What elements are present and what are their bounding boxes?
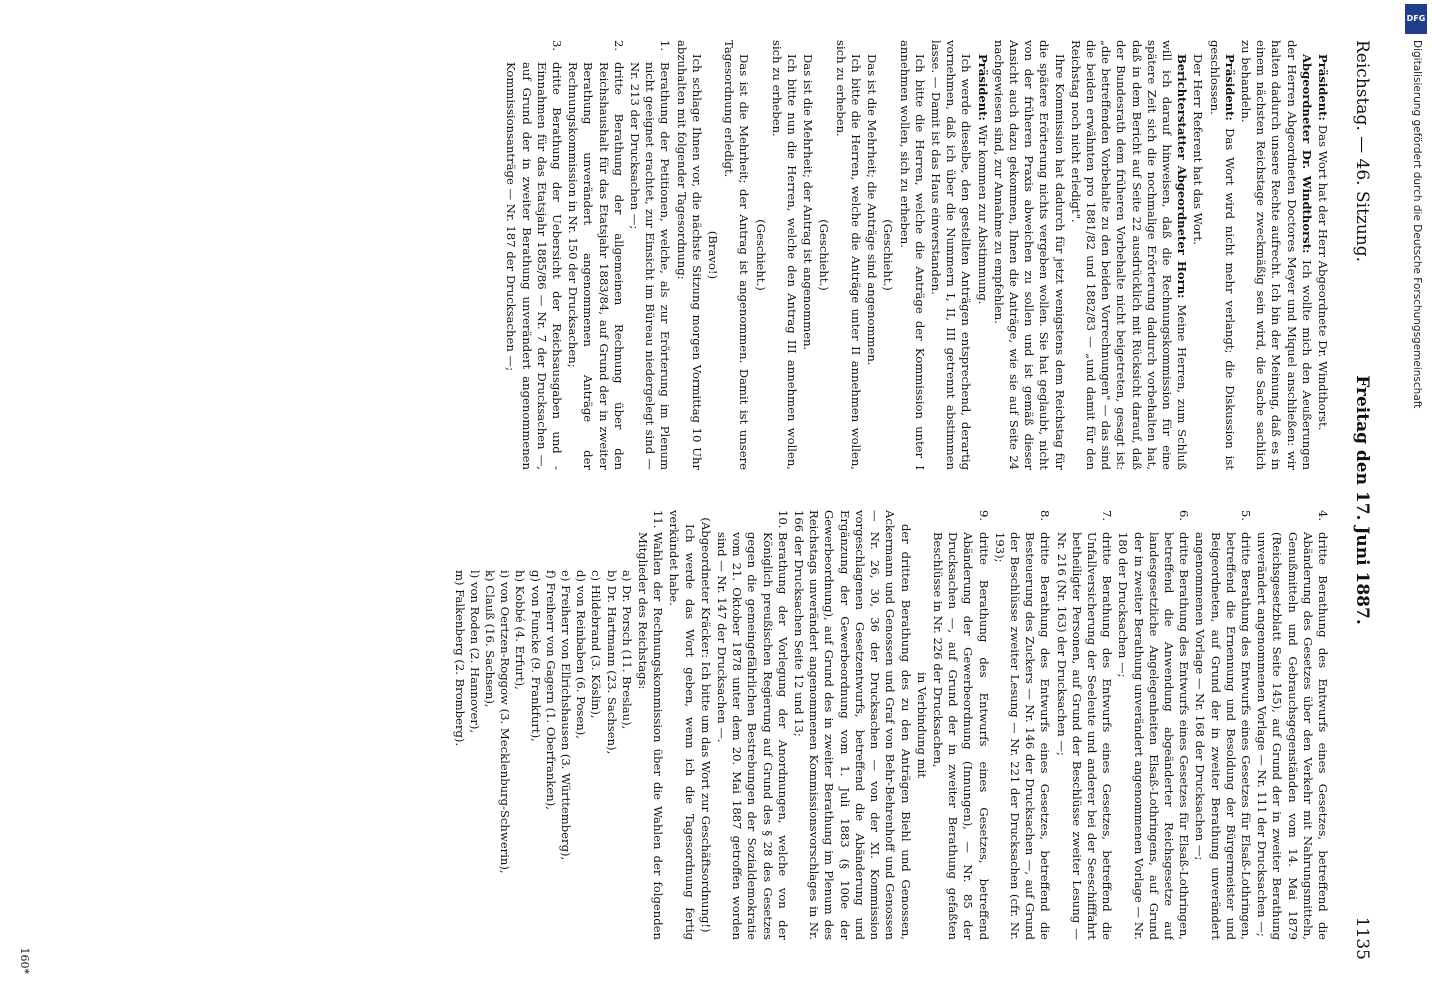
- speech-paragraph: Präsident: Wir kommen zur Abstimmung.: [975, 54, 990, 305]
- interjection: (Abgeordneter Kräcker: Ich bitte um das Wort zur Geschäftsordnung!): [698, 517, 713, 933]
- item-text: dritte Berathung des Entwurfs eines Gesetzes für Elsaß-Lothringen, betreffend die Ernennung und Besoldung der Bürgermeister und Beigeordneten, auf Grund der in zweiter Berathung unverändert angenommenen Vorlage — Nr. 168 der Drucksachen —;: [1193, 532, 1253, 940]
- item-text: dritte Berathung des Entwurfs eines Gesetzes, betreffend die Unfallversicherung der Seeleute und anderer bei der Seeschifffahrt betheiligter Personen, auf Grund der Beschlüsse zweiter Lesung — Nr. 216 (Nr. 163) der Drucksachen —;: [1054, 532, 1115, 940]
- agenda-item: [635, 510, 665, 940]
- speech-paragraph: Ich schlage Ihnen vor, die nächste Sitzung morgen Vormittag 10 Uhr abzuhalten mit folgender Tagesordnung:: [674, 40, 704, 470]
- item-text: Berathung der Vorlegung der Anordnungen, welche von der Königlich preußischen Regierung auf Grund des § 28 des Gesetzes gegen die gemeingefährlichen Bestrebungen der Sozialdemokratie vom 21. Oktober 1878 unter dem 20. Mai 1887 getroffen worden sind — Nr. 147 der Drucksachen —.: [715, 532, 790, 940]
- election-entry: i) von Oertzen-Roggow (3. Mecklenburg-Schwerin),: [498, 570, 513, 874]
- item-number: 7.: [1100, 510, 1115, 522]
- item-text: dritte Berathung des Entwurfs eines Gesetzes für Elsaß-Lothringen, betreffend die Anwendung abgeänderter Reichsgesetze auf landesgesetzliche Angelegenheiten Elsaß-Lothringens, auf Grund der in zweiter Berathung unverändert angenommenen Vorlage — Nr. 180 der Drucksachen —;: [1116, 532, 1192, 940]
- stage-direction: (Geschieht.): [753, 219, 768, 291]
- item-number: 1.: [658, 40, 673, 52]
- speech-paragraph: Ich bitte die Herren, welche die Anträge unter II annehmen wollen, sich zu erheben.: [833, 40, 863, 470]
- dfg-sidebar: [1402, 0, 1432, 1000]
- dfg-credit-text: Digitalisierung gefördert durch die Deutsche Forschungsgemeinschaft: [1411, 40, 1423, 409]
- item-text: Berathung der Petitionen, welche, als zur Erörterung im Plenum nicht geeignet erachtet, zur Einsicht im Büreau niedergelegt sind — Nr. 213 der Drucksachen —;: [628, 62, 673, 470]
- speech-paragraph: Das ist die Mehrheit; der Antrag ist angenommen. Damit ist unsere Tagesordnung erledigt.: [722, 40, 752, 470]
- page-number: 1135: [1352, 916, 1372, 960]
- agenda-item: [627, 40, 673, 470]
- speech-paragraph: Präsident: Das Wort wird nicht mehr verlangt; die Diskussion ist geschlossen.: [1207, 40, 1237, 470]
- election-entry: f) Freiherr von Gagern (1. Oberfranken),: [543, 570, 558, 810]
- agenda-item: [930, 510, 991, 940]
- item-number: 5.: [1238, 510, 1253, 522]
- election-entry: l) von Roden (2. Hannover),: [467, 570, 482, 734]
- election-list: [451, 570, 633, 940]
- election-entry: b) Dr. Hartmann (23. Sachsen),: [604, 570, 619, 755]
- speech-paragraph: Das ist die Mehrheit; der Antrag ist angenommen.: [801, 54, 816, 351]
- election-entry: k) Clauß (16. Sachsen),: [483, 570, 498, 708]
- header-date: Freitag den 17. Juni 1887.: [1352, 375, 1372, 625]
- agenda-item: [992, 510, 1053, 940]
- speaker-name: Präsident:: [1316, 54, 1330, 125]
- agenda-item: [714, 510, 790, 940]
- speech-paragraph: Ich bitte nun die Herren, welche den Antrag III annehmen wollen, sich zu erheben.: [769, 40, 800, 470]
- speech-paragraph: Ich werde das Wort geben, wenn ich die Tagesordnung fertig verkündet habe.: [667, 510, 697, 940]
- agenda-continuation: der dritten Berathung des zu den Anträgen Biehl und Genossen, Ackermann und Genossen und Graf von Behr-Behrenhoff und Genossen — Nr. 26, 30, 36 der Drucksachen — von der XI. Kommission vorgeschlagenen Gesetzentwurfs, betreffend die Abänderung und Ergänzung der Gewerbeordnung vom 1. Juli 1883 (§ 100e der Gewerbeordnung), auf Grund des in zweiter Berathung im Plenum des Reichstags unverändert angenommenen Kommissionsvorschlages in Nr. 166 der Drucksachen Seite 12 und 13;: [792, 510, 913, 940]
- speech-paragraph: Ich werde dieselbe, den gestellten Anträgen entsprechend, derartig vornehmen, daß ich über die Nummern I, II, III getrennt abstimmen lasse. — Damit ist das Haus einverstanden.: [928, 40, 974, 470]
- speech-paragraph: Berichterstatter Abgeordneter Horn: Meine Herren, zum Schluß will ich darauf hinweisen, daß die Rechnungskommission für eine spätere Zeit sich die nochmalige Erörterung dadurch vorbehalten hat, daß in dem Bericht auf Seite 22 ausdrücklich mit Rücksicht darauf, daß der Bundesrath dem früheren Vorbehalte nicht beigetreten, gesagt ist: „die betreffenden Vorbehalte zu den beiden Vorrechnungen" — das sind die beiden erwähnten pro 1881/82 und 1882/83 — „und damit für den Reichstag noch nicht erledigt".: [1068, 40, 1190, 470]
- agenda-item: [1115, 510, 1191, 940]
- item-number: 8.: [1038, 510, 1053, 522]
- speech-paragraph: Das ist die Mehrheit; die Anträge sind angenommen.: [865, 54, 880, 366]
- connector-text: in Verbindung mit: [914, 672, 929, 778]
- item-number: 3.: [550, 40, 565, 52]
- election-entry: c) Hildebrand (3. Köslin),: [589, 570, 604, 719]
- dfg-logo: DFG: [1405, 4, 1427, 34]
- page-header: [1336, 40, 1388, 960]
- item-number: 4.: [1316, 510, 1330, 522]
- page-footnote: 160*: [18, 947, 31, 974]
- item-number: 11.: [651, 510, 666, 529]
- election-entry: h) Kobbé (4. Erfurt),: [513, 570, 528, 690]
- speaker-name: Abgeordneter Dr. Windthorst:: [1299, 54, 1314, 261]
- speaker-name: Berichterstatter Abgeordneter Horn:: [1175, 54, 1190, 305]
- stage-direction: (Geschieht.): [817, 219, 832, 291]
- stage-direction: (Geschieht.): [881, 219, 896, 291]
- agenda-item: [503, 40, 564, 470]
- item-number: 10.: [775, 510, 790, 529]
- election-entry: e) Freiherr von Ellrichshausen (3. Württemberg),: [559, 570, 574, 861]
- agenda-item: [1192, 510, 1253, 940]
- speech-paragraph: Der Herr Referent hat das Wort.: [1191, 54, 1206, 245]
- header-left: Reichstag. — 46. Sitzung.: [1352, 40, 1372, 263]
- speaker-name: Präsident:: [975, 54, 990, 125]
- speech-paragraph: Abgeordneter Dr. Windthorst: Ich wollte mich den Aeußerungen der Herren Abgeordneten Doctores Meyer und Miquel anschließen: wir halten dadurch unsere Rechte aufrecht. Ich bin der Meinung, daß es in einem nächsten Reichstage zweckmäßig sein wird, die Sache sachlich zu behandeln.: [1238, 40, 1314, 470]
- speech-paragraph: Ihre Kommission hat dadurch für jetzt wenigstens dem Reichstag für die spätere Erörterung nichts vergeben wollen. Sie hat geglaubt, nicht von der früheren Praxis abweichen zu sollen und ist gemäß dieser Ansicht auch dazu gekommen, Ihnen die Anträge, wie sie auf Seite 24 nachgewiesen sind, zur Annahme zu empfehlen.: [991, 40, 1067, 470]
- election-entry: a) Dr. Porsch (11. Breslau),: [619, 570, 634, 730]
- item-text: dritte Berathung der Uebersicht der Reichsausgaben und -Einnahmen für das Etatsjahr 1885/86 — Nr. 7 der Drucksachen —, auf Grund der in zweiter Berathung unverändert angenommenen Kommissionsanträge — Nr. 187 der Drucksachen —;: [504, 62, 565, 470]
- item-text: dritte Berathung der allgemeinen Rechnung über den Reichshaushalt für das Etatsjahr 1883/84, auf Grund der in zweiter Berathung unverändert angenommenen Anträge der Rechnungskommission in Nr. 150 der Drucksachen;: [566, 62, 626, 470]
- speech-paragraph: Präsident: Das Wort hat der Herr Abgeordnete Dr. Windthorst.: [1316, 54, 1330, 431]
- agenda-item: [1053, 510, 1114, 940]
- election-entry: g) von Funcke (9. Frankfurt),: [528, 570, 543, 742]
- left-column: [10, 40, 1330, 470]
- item-text: dritte Berathung des Entwurfs eines Gesetzes, betreffend Abänderung der Gewerbeordnung (Innungen), — Nr. 85 der Drucksachen —, auf Grund der in zweiter Berathung gefaßten Beschlüsse in Nr. 226 der Drucksachen,: [930, 532, 991, 940]
- election-entry: d) von Reinbaben (6. Posen),: [574, 570, 589, 739]
- agenda-item: [565, 40, 626, 470]
- item-number: 6.: [1177, 510, 1192, 522]
- item-number: 9.: [976, 510, 991, 522]
- item-text: dritte Berathung des Entwurfs eines Gesetzes, betreffend die Abänderung des Gesetzes über den Verkehr mit Nahrungsmitteln, Genußmitteln und Gebrauchsgegenständen vom 14. Mai 1879 (Reichsgesetzblatt Seite 145), auf Grund der in zweiter Berathung unverändert angenommenen Vorlage — Nr. 111 der Drucksachen —;: [1255, 532, 1330, 940]
- right-column: [10, 510, 1330, 940]
- speaker-name: Präsident:: [1222, 54, 1237, 129]
- item-text: Wahlen der Rechnungskommission über die Wahlen der folgenden Mitglieder des Reichstags:: [636, 532, 666, 940]
- item-number: 2.: [611, 40, 626, 52]
- item-text: dritte Berathung des Entwurfs eines Gesetzes, betreffend die Besteuerung des Zuckers — Nr. 146 der Drucksachen —, auf Grund der Beschlüsse zweiter Lesung — Nr. 221 der Drucksachen (cfr. Nr. 193);: [992, 532, 1053, 940]
- election-entry: m) Falkenberg (2. Bromberg).: [452, 570, 467, 747]
- speech-paragraph: Ich bitte die Herren, welche die Anträge der Kommission unter I annehmen wollen, sich zu erheben.: [897, 40, 927, 470]
- agenda-item: [1254, 510, 1330, 940]
- stage-direction: (Bravo!): [706, 230, 721, 280]
